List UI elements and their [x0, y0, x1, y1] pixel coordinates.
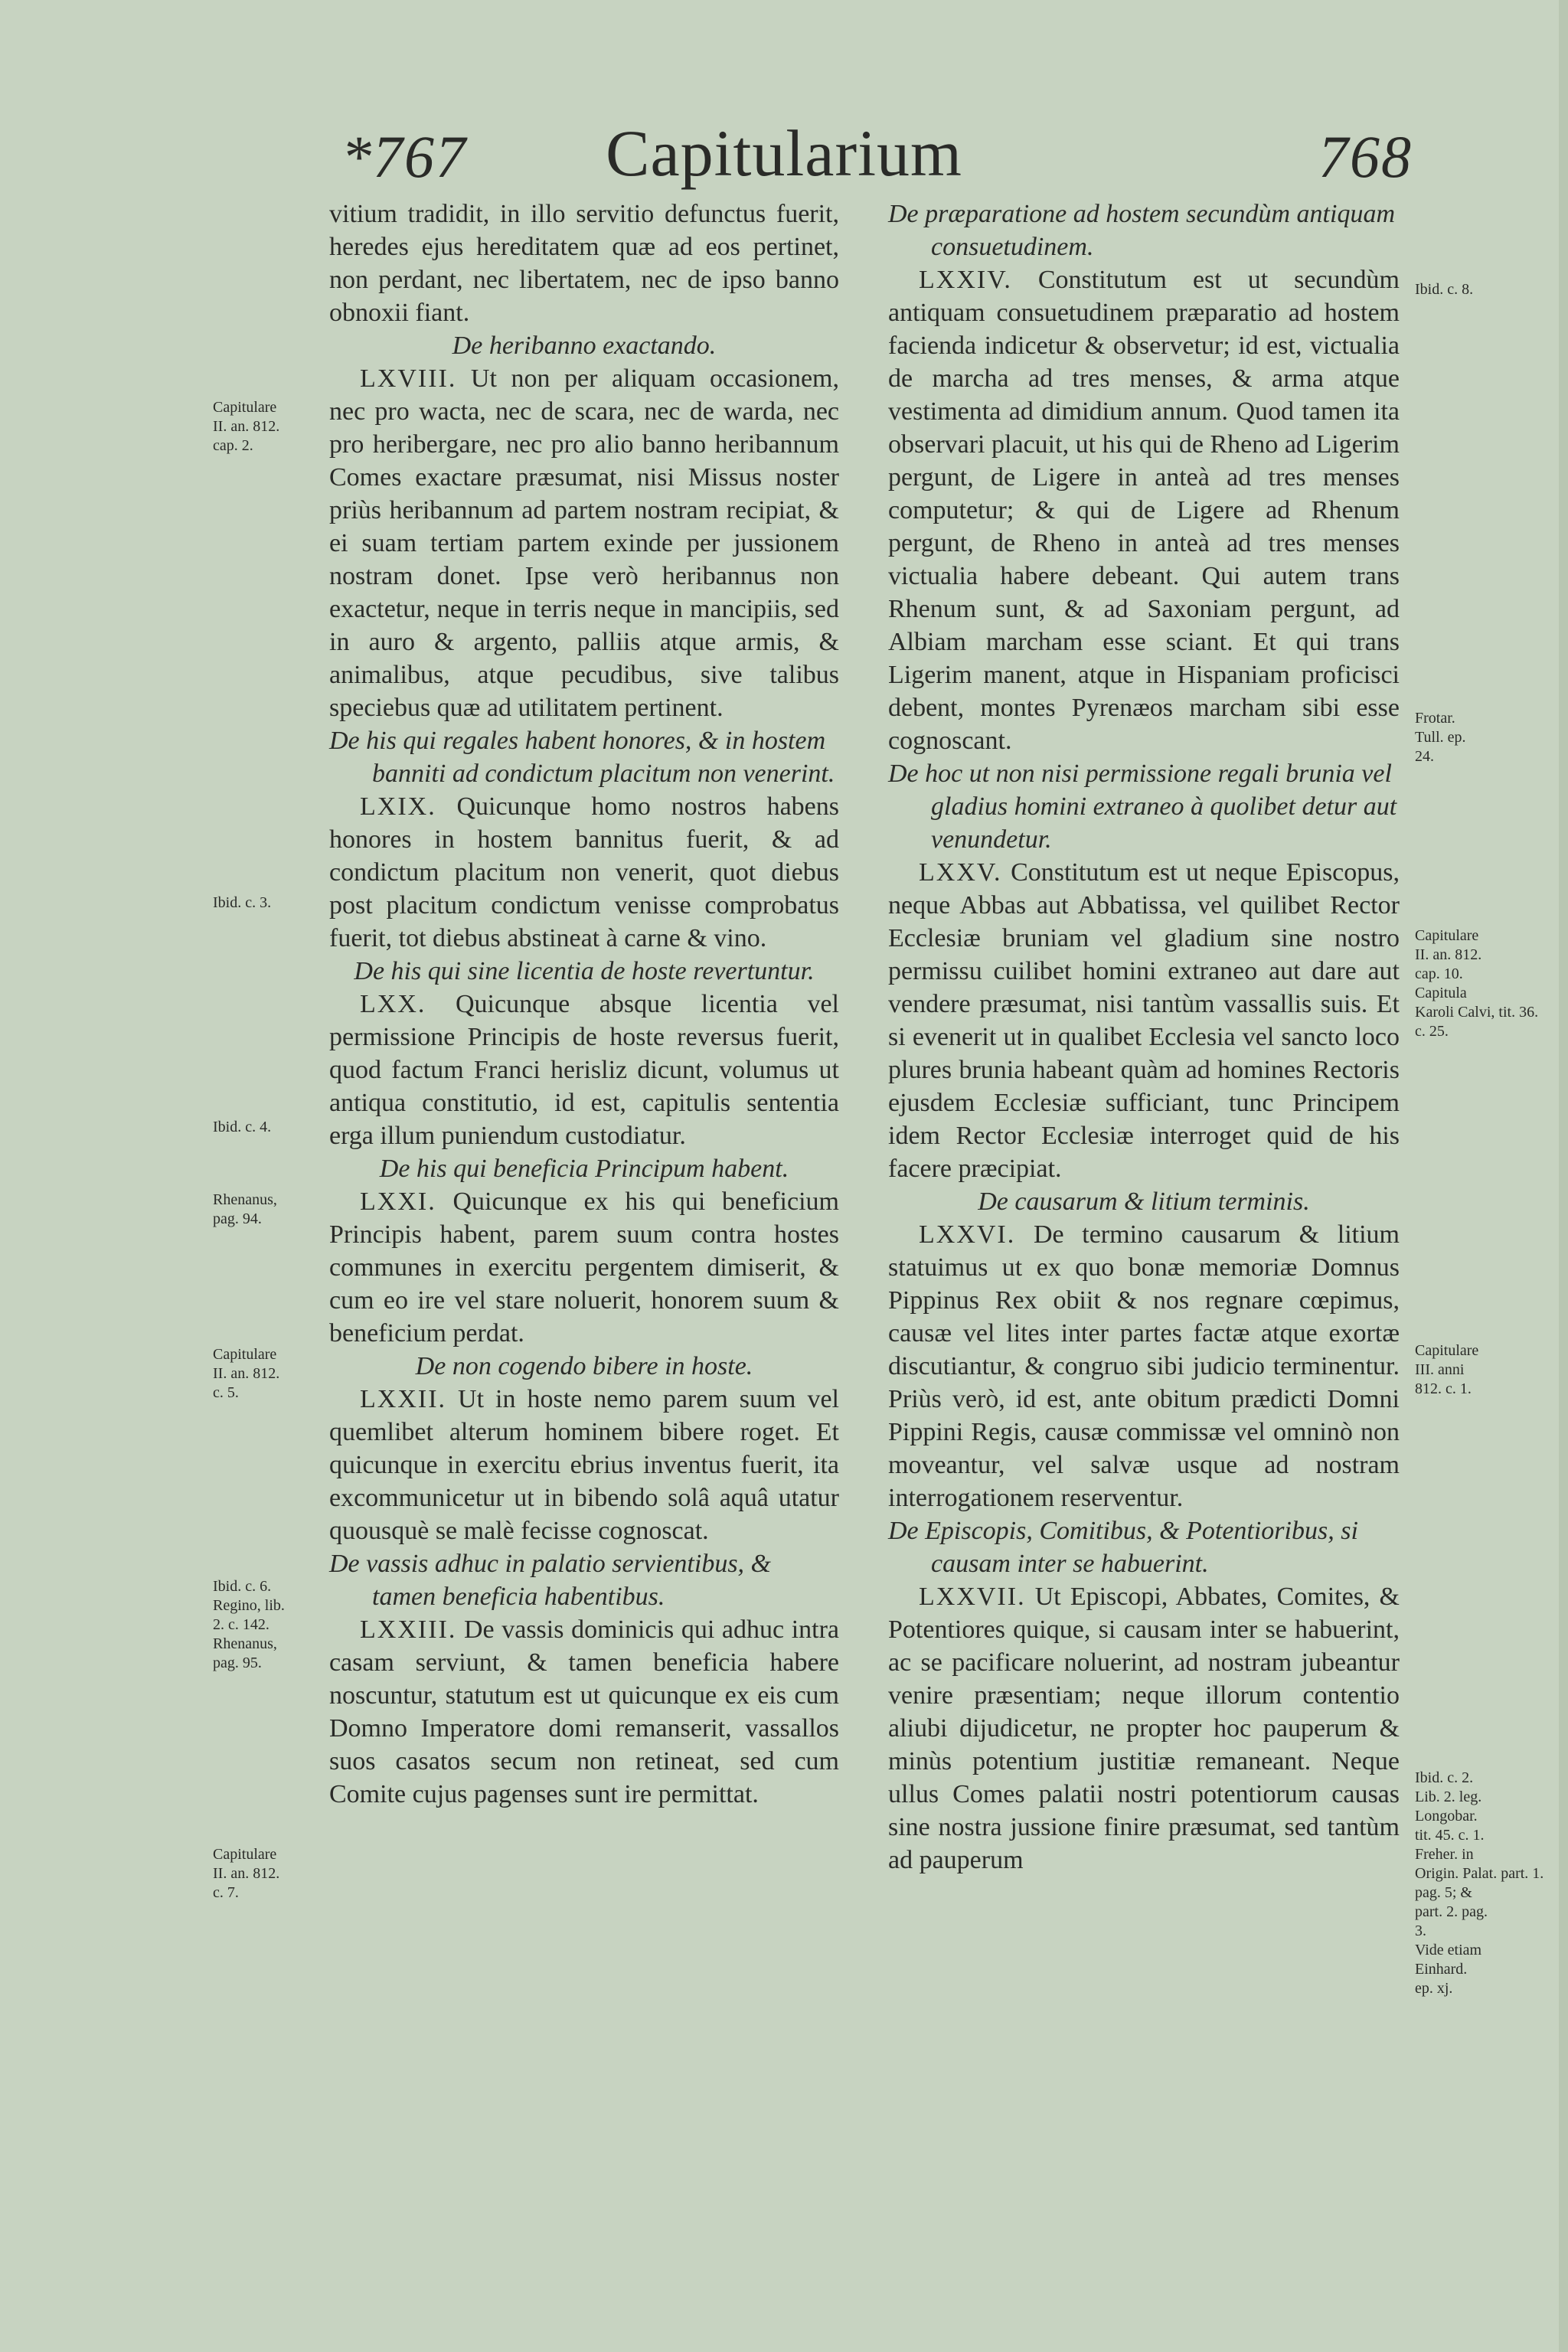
chapter-number: LXXVII.: [919, 1583, 1026, 1611]
margin-note: Capitulare II. an. 812. c. 5.: [213, 1346, 280, 1401]
chapter-number: LXXV.: [919, 858, 1002, 887]
rubric-72: De non cogendo bibere in hoste.: [415, 1352, 753, 1380]
chapter-68: [329, 362, 839, 724]
chapter-text: Ut in hoste nemo parem suum vel quemlibet alterum hominem bibere roget. Et quicunque in exercitu ebrius inventus fuerit, ita excommunicetur ut in bibendo solâ aquâ utatur quousquè se malè fecisse cognoscat.: [329, 1385, 839, 1545]
chapter-number: LXXII.: [360, 1385, 447, 1413]
chapter-70: [329, 988, 839, 1152]
margin-note: Capitulare III. anni 812. c. 1.: [1415, 1342, 1479, 1397]
chapter-text: De vassis dominicis qui adhuc intra casam serviunt, & tamen beneficia habere noscuntur, statutum est ut quicunque ex eis cum Domno Imperatore domi remanserit, vassallos suos casatos secum non retineat, sed cum Comite cujus pagenses sunt ire permittat.: [329, 1615, 839, 1808]
chapter-text: Ut Episcopi, Abbates, Comites, & Potentiores quique, si causam inter se habuerint, ac se pacificare noluerint, ad nostram jubeantur venire præsentiam; neque illorum contentio aliubi dijudicetur, ne propter hoc pauperum & minùs potentium justitiæ remaneant. Neque ullus Comes palatii nostri potentiorum causas sine nostra jussione finire præsumat, sed tantùm ad pauperum: [888, 1583, 1400, 1874]
margin-note: Ibid. c. 4.: [213, 1119, 272, 1135]
chapter-text: De termino causarum & litium statuimus ut ex quo bonæ memoriæ Domnus Pippinus Rex obiit & nos regnare cœpimus, causæ vel lites inter partes factæ atque exortæ discutiantur, & congruo sibi judicio terminentur. Priùs verò, id est, ante obitum prædicti Domni Pippini Regis, causæ commissæ vel omninò non moveantur, vel salvæ usque ad nostram interrogationem reserventur.: [888, 1220, 1400, 1512]
chapter-text: Quicunque homo nostros habens honores in hostem bannitus fuerit, & ad condictum placitum non venerit, quot diebus post placitum condictum venisse comprobatus fuerit, tot diebus abstineat à carne & vino.: [329, 792, 839, 952]
chapter-number: LXVIII.: [360, 364, 457, 393]
margin-note: Ibid. c. 3.: [213, 894, 272, 911]
chapter-71: [329, 1185, 839, 1350]
rubric-76: De causarum & litium terminis.: [978, 1187, 1310, 1216]
page-number-right: 768: [1318, 123, 1413, 190]
chapter-number: LXXI.: [360, 1187, 436, 1216]
chapter-number: LXIX.: [360, 792, 436, 821]
rubric-69: De his qui regales habent honores, & in hostem banniti ad condictum placitum non venerint.: [329, 727, 835, 788]
chapter-74: [888, 263, 1400, 757]
margin-note: Capitulare II. an. 812. c. 7.: [213, 1846, 280, 1901]
rubric-71: De his qui beneficia Principum habent.: [379, 1155, 789, 1183]
chapter-number: LXXIII.: [360, 1615, 457, 1644]
rubric-70: De his qui sine licentia de hoste revertuntur.: [354, 957, 815, 985]
rubric-73: De vassis adhuc in palatio servientibus, & tamen beneficia habentibus.: [329, 1550, 772, 1611]
margin-note: Capitulare II. an. 812. cap. 10. Capitula Karoli Calvi, tit. 36. c. 25.: [1415, 927, 1539, 1040]
page-number-left: *767: [341, 123, 467, 190]
chapter-number: LXXIV.: [919, 266, 1012, 294]
chapter-text: Constitutum est ut secundùm antiquam consuetudinem præparatio ad hostem facienda indicetur & observetur; id est, victualia de marcha ad tres menses, & arma atque vestimenta ad dimidium annum. Quod tamen ita observari placuit, ut his qui de Rheno ad Ligerim pergunt, de Ligere in anteà ad tres menses computetur; & qui de Ligere ad Rhenum pergunt, de Rheno in anteà ad tres menses victualia habere debeant. Qui autem trans Rhenum sunt, & ad Saxoniam pergunt, ad Albiam marcham esse sciant. Et qui trans Ligerim manent, atque in Hispaniam proficisci debent, montes Pyrenæos marcham sibi esse cognoscant.: [888, 266, 1400, 755]
chapter-69: [329, 790, 839, 955]
page-header: [0, 115, 1568, 199]
chapter-text: Quicunque ex his qui beneficium Principis habent, parem suum contra hostes communes in exercitu pergentem dimiserit, & cum eo ire vel stare noluerit, honorem suum & beneficium perdat.: [329, 1187, 839, 1348]
running-title: Capitularium: [606, 116, 962, 190]
chapter-number: LXX.: [360, 990, 426, 1018]
chapter-72: [329, 1383, 839, 1547]
chapter-number: LXXVI.: [919, 1220, 1016, 1249]
margin-note: Ibid. c. 2. Lib. 2. leg. Longobar. tit. 45. c. 1. Freher. in Origin. Palat. part. 1. pag. 5; & part. 2. pag. 3. Vide etiam Einhard. ep. xj.: [1415, 1769, 1544, 1997]
chapter-text: Ut non per aliquam occasionem, nec pro wacta, nec de scara, nec de warda, nec pro heribergare, nec pro alio banno heribannum Comes exactare præsumat, nisi Missus noster priùs heribannum ad partem nostram recipiat, & ei suam tertiam partem exinde per jussionem nostram donet. Ipse verò heribannus non exactetur, neque in terris neque in mancipiis, sed in auro & argento, palliis atque armis, & animalibus, atque pecudibus, sive talibus speciebus quæ ad utilitatem pertinent.: [329, 364, 839, 722]
margin-note: Capitulare II. an. 812. cap. 2.: [213, 399, 280, 454]
margin-note: Ibid. c. 6. Regino, lib. 2. c. 142. Rhenanus, pag. 95.: [213, 1578, 285, 1671]
chapter-text: Quicunque absque licentia vel permissione Principis de hoste reversus fuerit, quod factum Franci herisliz dicunt, volumus ut antiqua constitutio, id est, capitulis sententia erga illum puniendum custodiatur.: [329, 990, 839, 1150]
chapter-text: Constitutum est ut neque Episcopus, neque Abbas aut Abbatissa, vel quilibet Rector Ecclesiæ bruniam vel gladium sine nostro permissu cuilibet homini extraneo aut dare aut vendere præsumat, nisi tantùm vassallis suis. Et si evenerit ut in qualibet Ecclesia vel sancto loco plures brunia habeant quàm ad homines Rectoris ejusdem Ecclesiæ sufficiant, tunc Principem idem Rector Ecclesiæ interroget quid de his facere præcipiat.: [888, 858, 1400, 1183]
right-column: [888, 198, 1400, 1877]
left-column: [329, 198, 839, 1811]
chapter-76: [888, 1218, 1400, 1514]
margin-note: Rhenanus, pag. 94.: [213, 1191, 277, 1227]
page-edge: [1559, 0, 1568, 2352]
rubric-68: De heribanno exactando.: [452, 332, 717, 360]
rubric-74: De præparatione ad hostem secundùm antiquam consuetudinem.: [888, 200, 1396, 261]
chapter-77: [888, 1580, 1400, 1877]
rubric-77: De Episcopis, Comitibus, & Potentioribus, si causam inter se habuerint.: [888, 1517, 1358, 1578]
margin-note: Frotar. Tull. ep. 24.: [1415, 710, 1466, 765]
margin-note: Ibid. c. 8.: [1415, 281, 1474, 298]
chapter-75: [888, 856, 1400, 1185]
rubric-75: De hoc ut non nisi permissione regali brunia vel gladius homini extraneo à quolibet detur aut venundetur.: [888, 760, 1397, 854]
chapter-73: [329, 1613, 839, 1811]
paragraph-continued: vitium tradidit, in illo servitio defunctus fuerit, heredes ejus hereditatem quæ ad eos pertinet, non perdant, nec libertatem, nec de ipso banno obnoxii fiant.: [329, 200, 839, 327]
